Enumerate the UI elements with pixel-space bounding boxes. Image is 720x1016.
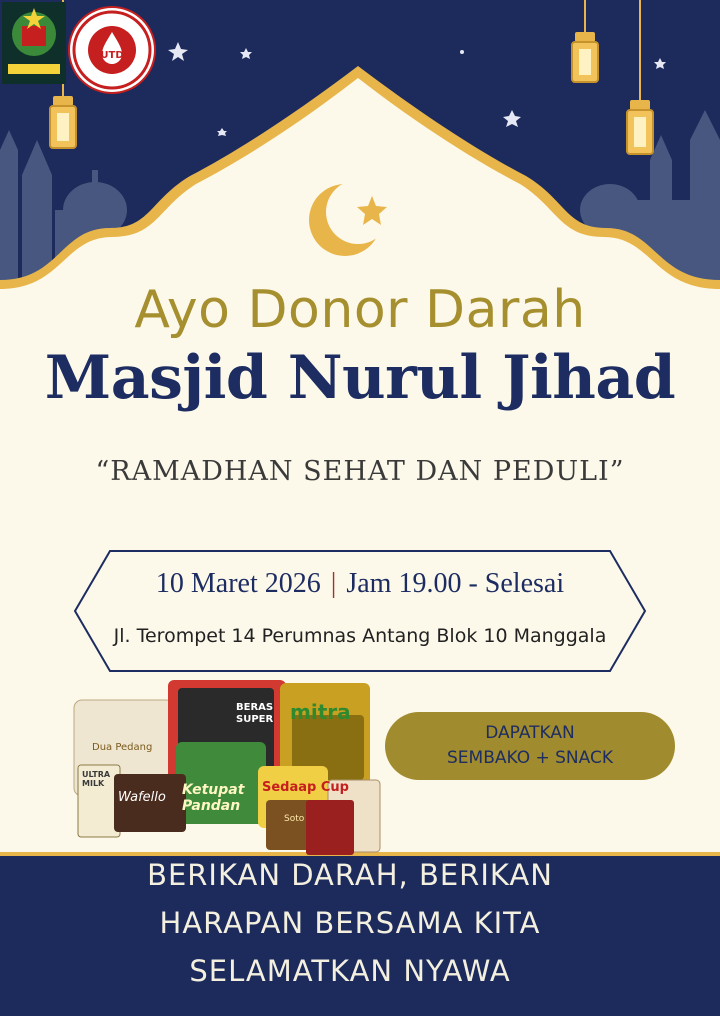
product-label-rice-2: BERAS SUPER bbox=[236, 702, 274, 725]
event-date: 10 Maret 2026 bbox=[155, 568, 321, 599]
logo-center-text: UTD bbox=[100, 50, 124, 61]
product-label-oil: mitra bbox=[290, 700, 351, 724]
product-label-rice: Dua Pedang bbox=[92, 742, 153, 753]
event-datetime bbox=[0, 568, 720, 600]
product-label-wafer: Wafello bbox=[118, 790, 166, 805]
emblem-left-logo bbox=[2, 2, 66, 84]
event-separator: | bbox=[330, 568, 337, 599]
footer-line3: SELAMATKAN NYAWA bbox=[189, 954, 511, 988]
title-main: Masjid Nurul Jihad bbox=[44, 343, 676, 413]
promo-badge bbox=[385, 712, 675, 780]
event-address: Jl. Terompet 14 Perumnas Antang Blok 10 Manggala bbox=[113, 625, 607, 647]
product-label-snack: Soto bbox=[284, 814, 305, 824]
footer-line1: BERIKAN DARAH, BERIKAN bbox=[147, 858, 553, 892]
title-top: Ayo Donor Darah bbox=[134, 280, 586, 340]
promo-line2: SEMBAKO + SNACK bbox=[447, 748, 613, 768]
product-label-milk: ULTRA MILK bbox=[82, 770, 111, 788]
event-time: Jam 19.00 - Selesai bbox=[346, 568, 565, 599]
footer-line2: HARAPAN BERSAMA KITA bbox=[159, 906, 541, 940]
product-label-ketupat: Ketupat Pandan bbox=[182, 782, 245, 814]
tagline: “RAMADHAN SEHAT DAN PEDULI” bbox=[95, 456, 625, 487]
product-label-noodle: Sedaap Cup bbox=[262, 780, 349, 795]
promo-line1: DAPATKAN bbox=[485, 723, 575, 743]
dinas-kesehatan-logo bbox=[68, 6, 156, 94]
